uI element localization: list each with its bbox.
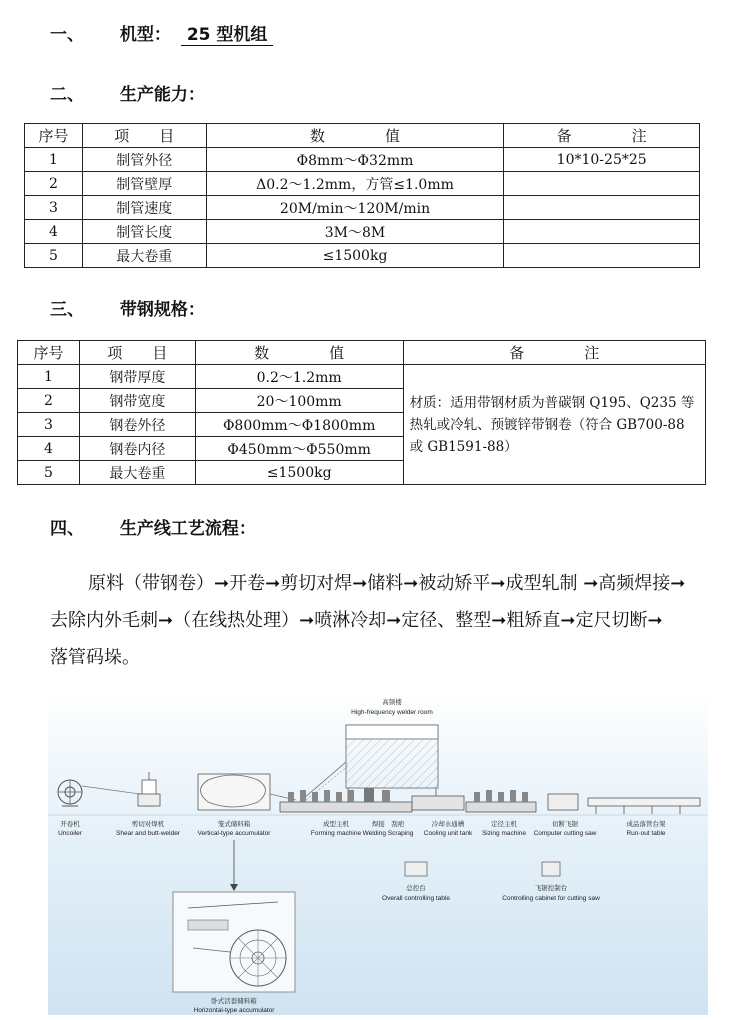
section-1-title: 机型： xyxy=(119,25,171,45)
welding-cn-label: 焊接 刮疤 xyxy=(371,820,405,828)
runout-cn-label: 成品落管台架 xyxy=(626,820,666,828)
table-cell xyxy=(504,172,700,196)
section-3-number: 三、 xyxy=(50,300,84,320)
section-3-heading xyxy=(50,295,205,320)
arrow-icon: ➞ xyxy=(490,573,506,594)
control-en-label: Overall controlling table xyxy=(382,895,450,902)
table-row xyxy=(25,196,700,220)
table-cell: 4 xyxy=(18,437,80,461)
flow-step: （在线热处理） xyxy=(173,610,300,631)
header-cell: 序号 xyxy=(18,341,80,365)
horizontal-accumulator-machine xyxy=(173,892,295,992)
table-cell: Φ800mm～Φ1800mm xyxy=(195,413,403,437)
table-cell: 5 xyxy=(18,461,80,485)
flow-step: 去除内外毛刺 xyxy=(50,610,158,631)
control-cn-label: 总控台 xyxy=(406,884,426,892)
shear-en-label: Shear and butt-welder xyxy=(116,830,180,837)
arrow-icon: ➞ xyxy=(670,573,686,594)
section-1-number: 一、 xyxy=(50,25,84,45)
section-2-number: 二、 xyxy=(50,85,84,105)
flow-step: 成型轧制 xyxy=(505,573,578,594)
table-cell: 钢带厚度 xyxy=(79,365,195,389)
machine-model: 25 型机组 xyxy=(181,20,274,46)
section-4-number: 四、 xyxy=(50,519,84,539)
sizing-cn-label: 定径主机 xyxy=(491,820,517,828)
table-cell: 1 xyxy=(18,365,80,389)
flow-step: 粗矫直 xyxy=(506,610,561,631)
section-3-title: 带钢规格： xyxy=(119,300,205,320)
flow-step: 定径、整型 xyxy=(401,610,492,631)
flow-step: 剪切对焊 xyxy=(280,573,353,594)
table-cell: 最大卷重 xyxy=(82,244,206,268)
sizing-en-label: Sizing machine xyxy=(481,830,527,837)
uncoiler-en-label: Uncoiler xyxy=(58,830,82,837)
table-cell: 1 xyxy=(25,148,83,172)
vertical-accumulator-en-label: Vertical-type accumulator xyxy=(197,830,271,837)
table-row xyxy=(25,172,700,196)
table-cell: 10*10-25*25 xyxy=(504,148,700,172)
arrow-icon: ➞ xyxy=(647,610,663,631)
cabinet-en-label: Controlling cabinet for cutting saw xyxy=(502,895,600,902)
table-cell: 钢卷内径 xyxy=(79,437,195,461)
flow-step: 开卷 xyxy=(229,573,266,594)
cabinet-cn-label: 飞锯控制台 xyxy=(534,884,568,892)
uncoiler-cn-label: 开卷机 xyxy=(60,820,80,828)
table-cell: 5 xyxy=(25,244,83,268)
flow-step: 落管码垛。 xyxy=(50,647,140,668)
table-cell: 20～100mm xyxy=(195,389,403,413)
table-header-row xyxy=(18,341,706,365)
arrow-icon: ➞ xyxy=(299,610,315,631)
flow-step: 高频焊接 xyxy=(598,573,671,594)
section-4-title: 生产线工艺流程： xyxy=(119,519,256,539)
header-cell: 项 目 xyxy=(82,124,206,148)
cutting-en-label: Computer cutting saw xyxy=(533,830,597,837)
table-cell: 最大卷重 xyxy=(79,461,195,485)
table-cell: 3 xyxy=(25,196,83,220)
arrow-icon: ➞ xyxy=(386,610,402,631)
table-row xyxy=(25,244,700,268)
table-row xyxy=(25,220,700,244)
arrow-icon: ➞ xyxy=(214,573,230,594)
hf-room-cn-label: 高频楼 xyxy=(382,698,402,706)
hf-room-en-label: High-frequency welder room xyxy=(351,709,433,716)
header-cell: 数 值 xyxy=(206,124,504,148)
cutting-cn-label: 切断飞锯 xyxy=(552,820,578,828)
header-cell: 数 值 xyxy=(195,341,403,365)
arrow-icon: ➞ xyxy=(158,610,174,631)
shear-cn-label: 剪切对焊机 xyxy=(131,820,165,828)
section-2-title: 生产能力： xyxy=(119,85,205,105)
header-cell: 序号 xyxy=(25,124,83,148)
flow-step: 喷淋冷却 xyxy=(314,610,387,631)
vertical-accumulator-cn-label: 笼式储料箱 xyxy=(217,820,251,828)
table-cell: Δ0.2～1.2mm，方管≤1.0mm xyxy=(206,172,504,196)
forming-en-label: Forming machine xyxy=(310,830,362,837)
header-cell: 备 注 xyxy=(403,341,705,365)
table-cell xyxy=(504,220,700,244)
material-note: 材质：适用带钢材质为普碳钢 Q195、Q235 等热轧或冷轧、预镀锌带钢卷（符合 GB700-88 或 GB1591-88） xyxy=(403,365,705,485)
table-cell: 制管壁厚 xyxy=(82,172,206,196)
section-1-heading xyxy=(50,20,273,46)
table-cell: 2 xyxy=(25,172,83,196)
runout-en-label: Run-out table xyxy=(626,830,666,837)
arrow-icon: ➞ xyxy=(491,610,507,631)
table-cell: ≤1500kg xyxy=(195,461,403,485)
flow-step: 被动矫平 xyxy=(418,573,491,594)
table-cell: Φ450mm～Φ550mm xyxy=(195,437,403,461)
horizontal-accumulator-en-label: Horizontal-type accumulator xyxy=(193,1007,275,1014)
flow-step: 定尺切断 xyxy=(575,610,648,631)
flow-step: 原料（带钢卷） xyxy=(88,573,214,594)
table-cell: 20M/min～120M/min xyxy=(206,196,504,220)
table-cell: 钢卷外径 xyxy=(79,413,195,437)
arrow-icon: ➞ xyxy=(583,573,599,594)
arrow-icon: ➞ xyxy=(265,573,281,594)
section-4-heading xyxy=(50,514,256,539)
forming-cn-label: 成型主机 xyxy=(323,820,349,828)
header-cell: 项 目 xyxy=(79,341,195,365)
process-flow xyxy=(50,565,690,676)
capacity-table xyxy=(24,123,700,268)
section-2-heading xyxy=(50,80,205,105)
horizontal-accumulator-cn-label: 卧式活套储料箱 xyxy=(211,997,257,1005)
table-cell: 制管长度 xyxy=(82,220,206,244)
table-cell: 2 xyxy=(18,389,80,413)
welding-en-label: Welding Scraping xyxy=(362,830,414,837)
table-cell xyxy=(504,244,700,268)
strip-steel-table xyxy=(17,340,706,485)
arrow-icon: ➞ xyxy=(403,573,419,594)
table-header-row xyxy=(25,124,700,148)
arrow-icon: ➞ xyxy=(560,610,576,631)
table-cell: 4 xyxy=(25,220,83,244)
table-cell: Φ8mm～Φ32mm xyxy=(206,148,504,172)
table-cell: ≤1500kg xyxy=(206,244,504,268)
cooling-en-label: Cooling unit tank xyxy=(423,830,473,837)
table-cell: 3M～8M xyxy=(206,220,504,244)
table-row xyxy=(25,148,700,172)
table-cell: 0.2～1.2mm xyxy=(195,365,403,389)
table-cell: 钢带宽度 xyxy=(79,389,195,413)
table-cell: 制管外径 xyxy=(82,148,206,172)
table-cell: 3 xyxy=(18,413,80,437)
table-cell: 制管速度 xyxy=(82,196,206,220)
arrow-icon: ➞ xyxy=(352,573,368,594)
production-line-diagram xyxy=(48,690,708,1015)
flow-step: 储料 xyxy=(367,573,404,594)
cooling-cn-label: 冷却水通槽 xyxy=(431,820,465,828)
header-cell: 备 注 xyxy=(504,124,700,148)
table-row xyxy=(18,365,706,389)
table-cell xyxy=(504,196,700,220)
